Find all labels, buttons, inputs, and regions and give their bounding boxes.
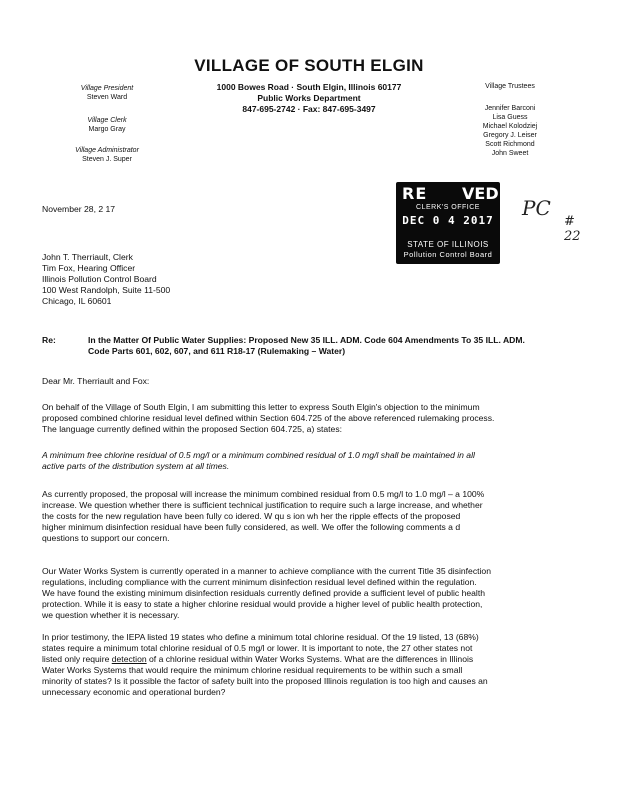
official-president (52, 84, 162, 102)
paragraph-line: minority of states? Is it possible the factor of safety built into the proposed Illinois regulation is too high and causes an (42, 676, 488, 686)
received-stamp (396, 182, 500, 264)
stamp-state: STATE OF ILLINOIS (407, 240, 489, 249)
stamp-received-left: RE (402, 184, 428, 203)
paragraph-line: states require a minimum total chlorine residual of 0.5 mg/l or lower. It is important to note, the 27 other states not (42, 643, 473, 653)
recipient-line: John T. Therriault, Clerk (42, 252, 133, 262)
paragraph-4 (42, 632, 572, 698)
paragraph-line: As currently proposed, the proposal will increase the minimum combined residual from 0.5 mg/l to 1.0 mg/l – a 100% (42, 489, 485, 499)
recipient-line: Illinois Pollution Control Board (42, 274, 157, 284)
village-title: VILLAGE OF SOUTH ELGIN (194, 56, 424, 75)
official-clerk (52, 116, 162, 134)
recipient-line: 100 West Randolph, Suite 11-500 (42, 285, 171, 295)
underlined-word: detection (111, 654, 147, 664)
stamp-clerks-office: CLERK'S OFFICE (416, 204, 480, 211)
re-line: Code Parts 601, 602, 607, and 611 R18-17 (Rulemaking – Water) (88, 346, 346, 356)
trustees-list (458, 104, 562, 158)
paragraph-line: protection. While it is easy to state a higher chlorine residual would provide a higher level of public health protection, (42, 599, 483, 609)
trustee-name: Lisa Guess (492, 114, 528, 121)
official-role: Village Clerk (87, 117, 127, 124)
paragraph-line: proposed combined chlorine residual level defined within Section 604.725 of the above referenced rulemaking process. (42, 413, 495, 423)
trustee-name: John Sweet (491, 150, 529, 157)
letter-date: November 28, 2 17 (42, 204, 116, 214)
village-address: 1000 Bowes Road · South Elgin, Illinois 60177 (216, 82, 402, 92)
paragraph-line: we question whether it is necessary. (42, 610, 180, 620)
trustee-name: Michael Kolodziej (482, 123, 538, 130)
recipient-line: Chicago, IL 60601 (42, 296, 112, 306)
paragraph-line: questions to support our concern. (42, 533, 170, 543)
department-name: Public Works Department (257, 93, 361, 103)
re-subject (88, 335, 578, 357)
trustee-name: Scott Richmond (485, 141, 535, 148)
quote-line: active parts of the distribution system at all times. (42, 461, 230, 471)
paragraph-3 (42, 566, 572, 621)
official-role: Village Administrator (75, 147, 139, 154)
stamp-date: DEC 0 4 2017 (402, 214, 494, 227)
trustees-heading: Village Trustees (485, 83, 535, 90)
official-name: Margo Gray (88, 126, 126, 133)
trustee-name: Jennifer Barconi (484, 105, 536, 112)
paragraph-line: On behalf of the Village of South Elgin, I am submitting this letter to express South Elgin's objection to the minimum (42, 402, 480, 412)
recipient-line: Tim Fox, Hearing Officer (42, 263, 136, 273)
paragraph-line: Water Works Systems that would require the minimum chlorine residual requirements to be within such a small (42, 665, 463, 675)
paragraph-line: In prior testimony, the IEPA listed 19 states who define a minimum total chlorine residual. Of the 19 listed, 13 (68%) (42, 632, 479, 642)
paragraph-line: unnecessary economic and operational burden? (42, 687, 226, 697)
phone-fax: 847-695-2742 · Fax: 847-695-3497 (242, 104, 376, 114)
official-administrator (52, 146, 162, 164)
quoted-regulation (42, 450, 572, 472)
official-name: Steven Ward (86, 94, 128, 101)
salutation: Dear Mr. Therriault and Fox: (42, 376, 150, 386)
stamp-received-right: VED (462, 184, 499, 203)
paragraph-line: We have found the existing minimum disinfection residuals currently defined provide a sufficient level of public health (42, 588, 485, 598)
official-name: Steven J. Super (82, 156, 132, 163)
re-label: Re: (42, 335, 56, 345)
stamp-board: Pollution Control Board (403, 250, 493, 259)
re-line: In the Matter Of Public Water Supplies: Proposed New 35 ILL. ADM. Code 604 Amendments To 35 ILL. ADM. (88, 335, 525, 345)
handwritten-pc-number (520, 194, 590, 254)
recipient-block (42, 252, 170, 307)
trustee-name: Gregory J. Leiser (483, 132, 537, 139)
quote-line: A minimum free chlorine residual of 0.5 mg/l or a minimum combined residual of 1.0 mg/l shall be maintained in all (42, 450, 475, 460)
paragraph-2 (42, 489, 572, 544)
official-role: Village President (80, 85, 134, 92)
inline-text: listed only require (42, 654, 112, 664)
paragraph-line: Our Water Works System is currently operated in a manner to achieve compliance with the current Title 35 disinfection (42, 566, 491, 576)
handwritten-pc: PC (522, 196, 551, 220)
paragraph-line: regulations, including compliance with the current minimum disinfection residual level defined within the regulation. (42, 577, 477, 587)
handwritten-number: # 22 (564, 214, 581, 244)
paragraph-line: increase. We question whether there is sufficient technical justification to require such a large increase, and whether (42, 500, 483, 510)
paragraph-line: The language currently defined within the proposed Section 604.725, a) states: (42, 424, 343, 434)
paragraph-line (42, 654, 572, 665)
paragraph-1 (42, 402, 572, 435)
paragraph-line: higher minimum disinfection residual have been fully considered, as well. We offer the following comments a d (42, 522, 461, 532)
inline-text: of a chlorine residual within Water Works Systems. What are the differences in Illinois (146, 654, 474, 664)
paragraph-line: the costs for the new regulation have been fully co idered. W qu s ion wh her the ripple effects of the proposed (42, 511, 461, 521)
